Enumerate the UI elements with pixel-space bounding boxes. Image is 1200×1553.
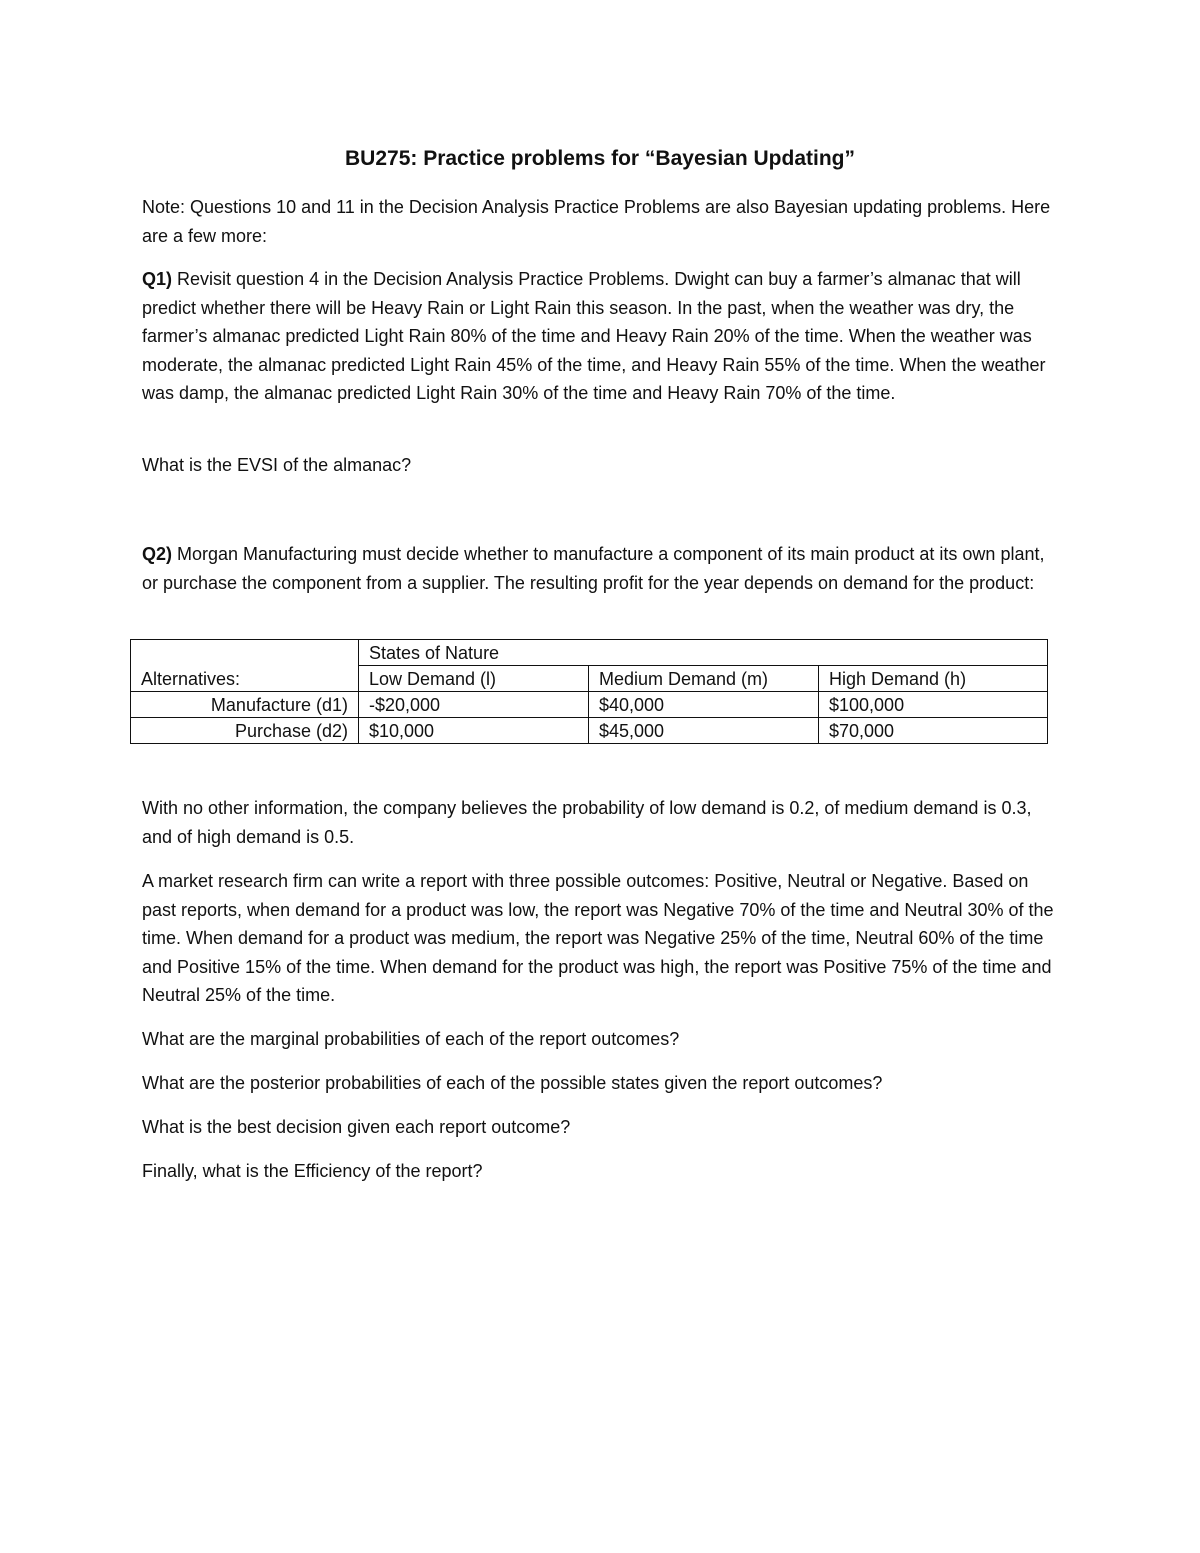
- table-header-row-1: [131, 640, 1048, 666]
- payoff-table-wrapper: [130, 639, 1048, 744]
- row-label: Purchase (d2): [131, 718, 359, 744]
- payoff-table: [130, 639, 1048, 744]
- question-marginal: What are the marginal probabilities of each of the report outcomes?: [142, 1029, 680, 1049]
- table-row: [131, 692, 1048, 718]
- alternatives-header: Alternatives:: [131, 666, 359, 692]
- table-cell: $70,000: [819, 718, 1048, 744]
- table-cell: $45,000: [589, 718, 819, 744]
- table-row: [131, 718, 1048, 744]
- q2-text: Morgan Manufacturing must decide whether to manufacture a component of its main product at its own plant, or purchase the component from a supplier. The resulting profit for the year depends on demand for the product:: [142, 544, 1045, 593]
- states-header: States of Nature: [359, 640, 1048, 666]
- column-header: High Demand (h): [819, 666, 1048, 692]
- table-cell: $40,000: [589, 692, 819, 718]
- column-header: Low Demand (l): [359, 666, 589, 692]
- table-corner-cell: [131, 640, 359, 666]
- question-posterior: What are the posterior probabilities of each of the possible states given the report outcomes?: [142, 1073, 883, 1093]
- q1-paragraph: [142, 265, 1062, 408]
- note-paragraph: Note: Questions 10 and 11 in the Decision Analysis Practice Problems are also Bayesian updating problems. Here are a few more:: [142, 197, 1051, 246]
- table-cell: -$20,000: [359, 692, 589, 718]
- q1-text: Revisit question 4 in the Decision Analysis Practice Problems. Dwight can buy a farmer’s almanac that will predict whether there will be Heavy Rain or Light Rain this season. In the past, when the weather was dry, the farmer’s almanac predicted Light Rain 80% of the time and Heavy Rain 20% of the time. When the weather was moderate, the almanac predicted Light Rain 45% of the time, and Heavy Rain 55% of the time. When the weather was damp, the almanac predicted Light Rain 30% of the time and Heavy Rain 70% of the time.: [142, 269, 1046, 403]
- prior-paragraph: With no other information, the company believes the probability of low demand is 0.2, of medium demand is 0.3, and of high demand is 0.5.: [142, 798, 1032, 847]
- row-label: Manufacture (d1): [131, 692, 359, 718]
- table-cell: $100,000: [819, 692, 1048, 718]
- q1-label: Q1): [142, 269, 173, 289]
- question-best-decision: What is the best decision given each report outcome?: [142, 1117, 571, 1137]
- report-paragraph: A market research firm can write a report with three possible outcomes: Positive, Neutral or Negative. Based on past reports, when demand for a product was low, the report was Negative 70% of the time and Neutral 30% of the time. When demand for a product was medium, the report was Negative 25% of the time, Neutral 60% of the time and Positive 15% of the time. When demand for the product was high, the report was Positive 75% of the time and Neutral 25% of the time.: [142, 871, 1054, 1005]
- table-header-row-2: [131, 666, 1048, 692]
- table-cell: $10,000: [359, 718, 589, 744]
- question-efficiency: Finally, what is the Efficiency of the report?: [142, 1161, 483, 1181]
- page-title: BU275: Practice problems for “Bayesian Updating”: [345, 147, 855, 170]
- q2-label: Q2): [142, 544, 173, 564]
- q2-paragraph: [142, 540, 1062, 597]
- q1-question: What is the EVSI of the almanac?: [142, 455, 412, 475]
- column-header: Medium Demand (m): [589, 666, 819, 692]
